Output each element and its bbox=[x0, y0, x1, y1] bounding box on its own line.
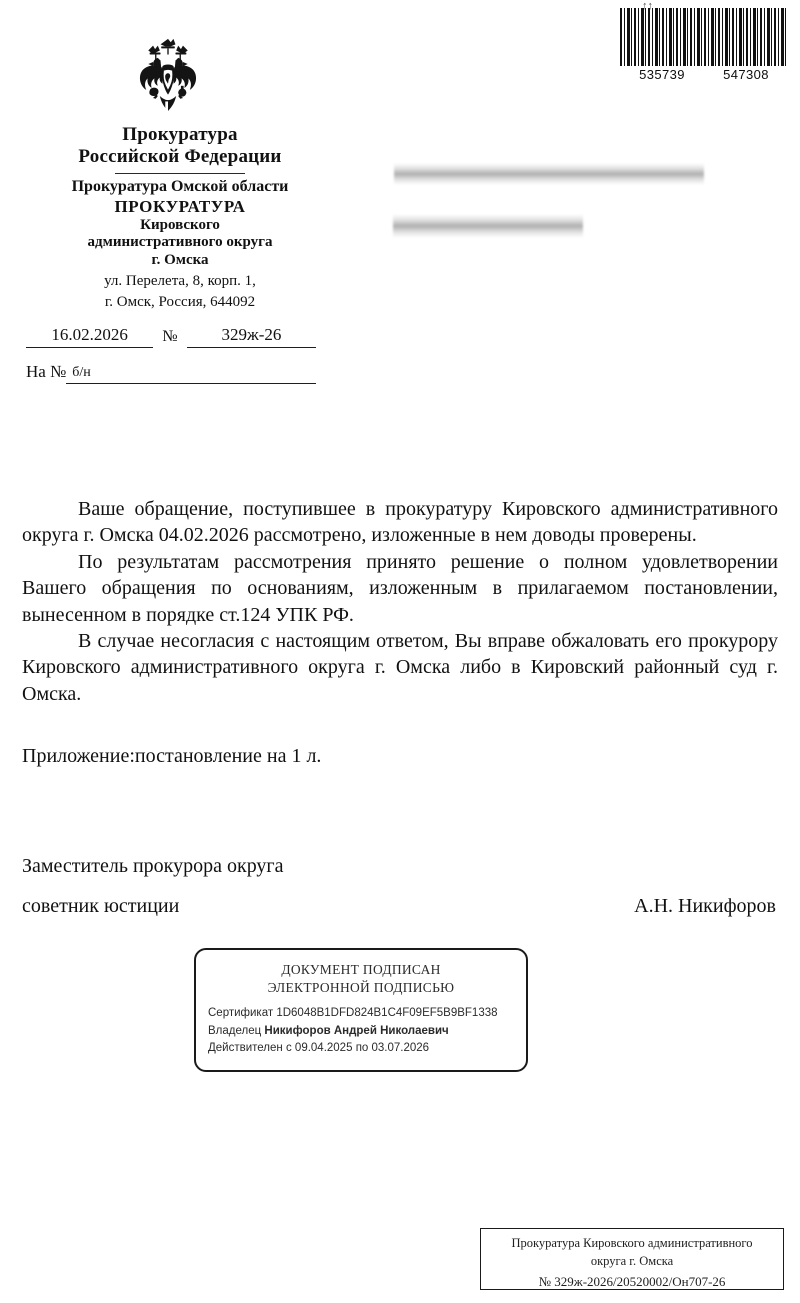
letterhead-line-2: Российской Федерации bbox=[78, 146, 282, 168]
esign-valid-from: 09.04.2025 bbox=[294, 1042, 353, 1055]
registration-stamp bbox=[480, 1228, 784, 1290]
body-paragraph-2: По результатам рассмотрения принято решение о полном удовлетворении Вашего обращения по основаниям, изложенным в прилагаемом постановлении, вынесенном в порядке ст.124 УПК РФ. bbox=[22, 550, 778, 626]
reference-incoming-number: б/н bbox=[66, 365, 316, 384]
esign-heading-line-1: ДОКУМЕНТ ПОДПИСАН bbox=[281, 962, 441, 977]
barcode-tick-mark: ↑↑ bbox=[642, 0, 653, 12]
reference-number: 329ж-26 bbox=[187, 325, 316, 348]
letterhead-line-5: Кировского bbox=[140, 216, 220, 233]
reference-row-outgoing bbox=[26, 325, 316, 348]
signatory-name: А.Н. Никифоров bbox=[634, 895, 776, 917]
barcode-bars bbox=[620, 8, 788, 66]
letterhead-divider bbox=[115, 173, 245, 174]
esign-owner-row bbox=[208, 1023, 526, 1040]
esign-valid-label: Действителен с bbox=[208, 1042, 292, 1055]
reference-date: 16.02.2026 bbox=[26, 325, 153, 348]
body-paragraph-3: В случае несогласия с настоящим ответом, Вы вправе обжаловать его прокурору Кировского административного округа г. Омска либо в Кировский районный суд г. Омска. bbox=[22, 629, 778, 705]
letterhead-line-3: Прокуратура Омской области bbox=[71, 177, 289, 195]
esign-validity-row bbox=[208, 1040, 526, 1057]
esign-owner-label: Владелец bbox=[208, 1024, 262, 1037]
registration-stamp-number: № 329ж-2026/20520002/Он707-26 bbox=[538, 1274, 726, 1290]
esign-certificate-value: 1D6048B1DFD824B1C4F09EF5B9BF1338 bbox=[276, 1007, 498, 1020]
signatory-rank: советник юстиции bbox=[22, 895, 180, 917]
esign-certificate-row bbox=[208, 1005, 526, 1022]
esign-valid-to-label: по bbox=[355, 1042, 369, 1055]
esign-heading-line-2: ЭЛЕКТРОННОЙ ПОДПИСЬЮ bbox=[267, 980, 455, 996]
letterhead-address-line-1: ул. Перелета, 8, корп. 1, bbox=[104, 272, 256, 289]
letterhead-line-6: административного округа bbox=[87, 234, 273, 251]
reference-number-label: № bbox=[162, 328, 178, 345]
letterhead-address-line-2: г. Омск, Россия, 644092 bbox=[104, 294, 256, 311]
reference-incoming-label: На № bbox=[26, 362, 67, 381]
letter-body bbox=[22, 496, 778, 707]
barcode-numbers bbox=[620, 67, 788, 82]
esign-certificate-label: Сертификат bbox=[208, 1007, 274, 1020]
russian-double-headed-eagle-emblem bbox=[134, 36, 202, 122]
registration-stamp-line-1: Прокуратура Кировского административного bbox=[511, 1236, 753, 1250]
barcode bbox=[620, 0, 788, 82]
letterhead-line-1: Прокуратура bbox=[122, 124, 238, 145]
reference-block bbox=[26, 325, 316, 384]
letterhead bbox=[30, 124, 330, 313]
signatory-position: Заместитель прокурора округа bbox=[22, 855, 284, 877]
attachment-line: Приложение:постановление на 1 л. bbox=[22, 745, 322, 767]
reference-row-incoming bbox=[26, 362, 316, 384]
registration-stamp-line-2: округа г. Омска bbox=[590, 1254, 674, 1269]
letterhead-line-7: г. Омска bbox=[151, 252, 209, 269]
redacted-recipient-line-1 bbox=[394, 163, 704, 185]
esign-valid-to: 03.07.2026 bbox=[371, 1042, 430, 1055]
barcode-number-left: 535739 bbox=[639, 67, 685, 82]
redacted-recipient-line-2 bbox=[393, 214, 583, 238]
electronic-signature-stamp bbox=[194, 948, 528, 1072]
esign-owner-value: Никифоров Андрей Николаевич bbox=[264, 1024, 449, 1037]
esign-heading bbox=[196, 961, 526, 997]
letterhead-line-4: ПРОКУРАТУРА bbox=[114, 196, 246, 216]
esign-details bbox=[196, 1005, 526, 1057]
barcode-number-right: 547308 bbox=[723, 67, 769, 82]
body-paragraph-1: Ваше обращение, поступившее в прокуратуру Кировского административного округа г. Омска 04.02.2026 рассмотрено, изложенные в нем доводы проверены. bbox=[22, 498, 778, 547]
